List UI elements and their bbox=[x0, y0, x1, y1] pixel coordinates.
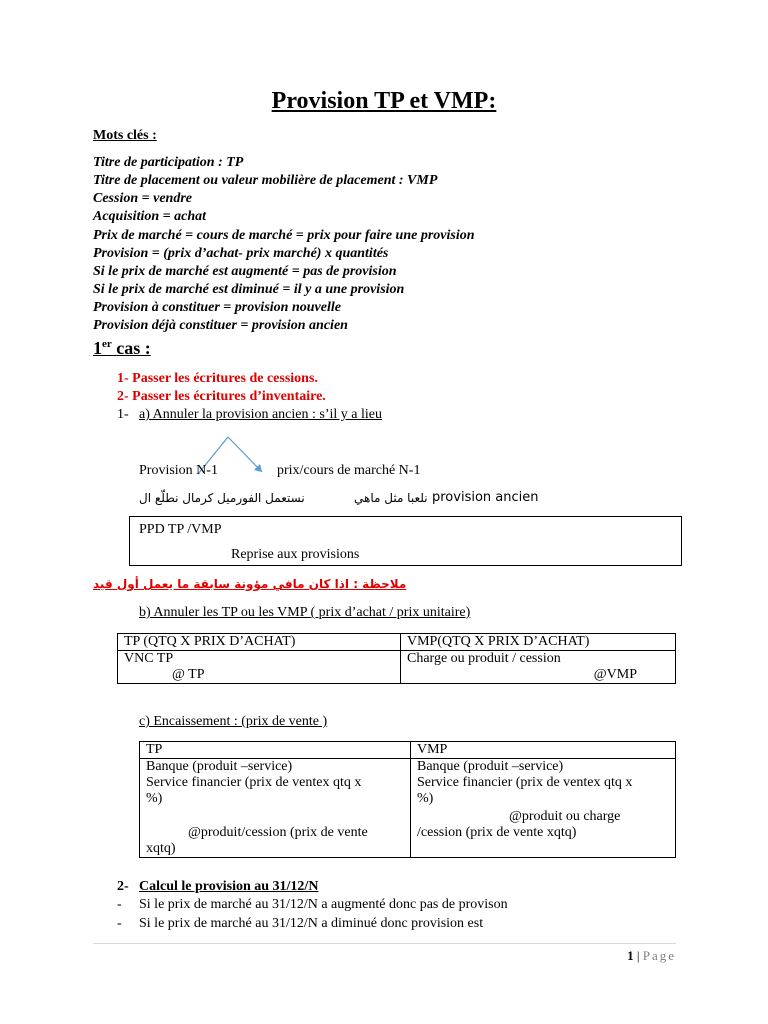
keyword-line: Provision déjà constituer = provision ancien bbox=[93, 318, 348, 333]
table-c-header-tp: TP bbox=[140, 742, 411, 759]
table-c-vmp-line: %) bbox=[417, 791, 434, 806]
sub-step-b: b) Annuler les TP ou les VMP ( prix d’achat / prix unitaire) bbox=[139, 605, 471, 620]
table-c-tp-line: @produit/cession (prix de vente bbox=[188, 825, 368, 840]
sub-step-number: 1- bbox=[117, 407, 129, 422]
sub-step-a: a) Annuler la provision ancien : s’il y a lieu bbox=[139, 407, 382, 422]
section-2-number: 2- bbox=[117, 879, 129, 894]
table-b-tp-credit: @ TP bbox=[172, 667, 205, 682]
arabic-formula-text: نستعمل الفورميل كرمال نطلّع ال bbox=[139, 491, 305, 505]
keyword-line: Si le prix de marché est diminué = il y a une provision bbox=[93, 282, 405, 297]
diagram-left-label: Provision N-1 bbox=[139, 463, 218, 478]
section-2-title: Calcul le provision au 31/12/N bbox=[139, 879, 319, 894]
keyword-line: Titre de placement ou valeur mobilière de placement : VMP bbox=[93, 173, 438, 188]
keyword-line: Si le prix de marché est augmenté = pas de provision bbox=[93, 264, 397, 279]
table-b-vmp-debit: Charge ou produit / cession bbox=[407, 651, 561, 666]
diagram-right-label: prix/cours de marché N-1 bbox=[277, 463, 421, 478]
entry-debit-line: PPD TP /VMP bbox=[139, 522, 222, 537]
table-c-vmp-line: /cession (prix de vente xqtq) bbox=[417, 825, 577, 840]
entry-credit-line: Reprise aux provisions bbox=[231, 547, 360, 562]
bullet-dash: - bbox=[117, 897, 122, 912]
table-c-vmp-line: Banque (produit –service) bbox=[417, 759, 564, 774]
keyword-line: Provision = (prix d’achat- prix marché) x quantités bbox=[93, 246, 389, 261]
table-b-cell-vmp bbox=[401, 651, 676, 684]
bullet-dash: - bbox=[117, 916, 122, 931]
arrow-right-icon bbox=[228, 437, 262, 472]
table-c-tp-line: Service financier (prix de ventex qtq x bbox=[146, 775, 362, 790]
keyword-line: Titre de participation : TP bbox=[93, 155, 244, 170]
case-number: 1 bbox=[93, 338, 102, 358]
bullet-item: Si le prix de marché au 31/12/N a diminué donc provision est bbox=[139, 916, 484, 931]
table-b bbox=[117, 633, 676, 684]
keyword-line: Provision à constituer = provision nouvelle bbox=[93, 300, 341, 315]
provision-ancien-text: provision ancien bbox=[432, 490, 539, 505]
keyword-line: Prix de marché = cours de marché = prix pour faire une provision bbox=[93, 228, 475, 243]
step-2: 2- Passer les écritures d’inventaire. bbox=[117, 389, 326, 404]
page-number: 1 bbox=[627, 948, 634, 963]
page-footer bbox=[627, 948, 676, 964]
bullet-item: Si le prix de marché au 31/12/N a augmenté donc pas de provison bbox=[139, 897, 508, 912]
footer-divider bbox=[93, 943, 676, 944]
arabic-note: ملاحظة : اذا كان مافي مؤونة سابقة ما يعمل أول قيد bbox=[93, 577, 407, 591]
table-c-tp-line: xqtq) bbox=[146, 841, 176, 856]
table-c-header-vmp: VMP bbox=[411, 742, 676, 759]
keywords-heading: Mots clés : bbox=[93, 128, 157, 143]
table-c-tp-line: Banque (produit –service) bbox=[146, 759, 293, 774]
sub-step-c: c) Encaissement : (prix de vente ) bbox=[139, 714, 328, 729]
case-label: cas : bbox=[116, 338, 151, 358]
table-b-header-tp: TP (QTQ X PRIX D’ACHAT) bbox=[118, 634, 401, 651]
table-b-header-vmp: VMP(QTQ X PRIX D’ACHAT) bbox=[401, 634, 676, 651]
keyword-line: Cession = vendre bbox=[93, 191, 192, 206]
case-heading bbox=[93, 338, 151, 359]
table-b-tp-debit: VNC TP bbox=[124, 651, 174, 666]
table-c bbox=[139, 741, 676, 858]
keyword-line: Acquisition = achat bbox=[93, 209, 206, 224]
table-c-tp-line: %) bbox=[146, 791, 163, 806]
table-c-vmp-line: @produit ou charge bbox=[509, 809, 621, 824]
page-label: Page bbox=[642, 948, 676, 963]
step-1: 1- Passer les écritures de cessions. bbox=[117, 371, 318, 386]
table-c-cell-tp bbox=[140, 759, 411, 858]
table-b-cell-tp bbox=[118, 651, 401, 684]
table-c-cell-vmp bbox=[411, 759, 676, 858]
case-superscript: er bbox=[102, 338, 112, 350]
table-b-vmp-credit: @VMP bbox=[593, 667, 637, 682]
table-c-vmp-line: Service financier (prix de ventex qtq x bbox=[417, 775, 633, 790]
page-title: Provision TP et VMP: bbox=[271, 88, 497, 114]
arabic-as-is-text: نلعبا مثل ماهي bbox=[354, 491, 428, 505]
footer-separator: | bbox=[636, 948, 640, 963]
